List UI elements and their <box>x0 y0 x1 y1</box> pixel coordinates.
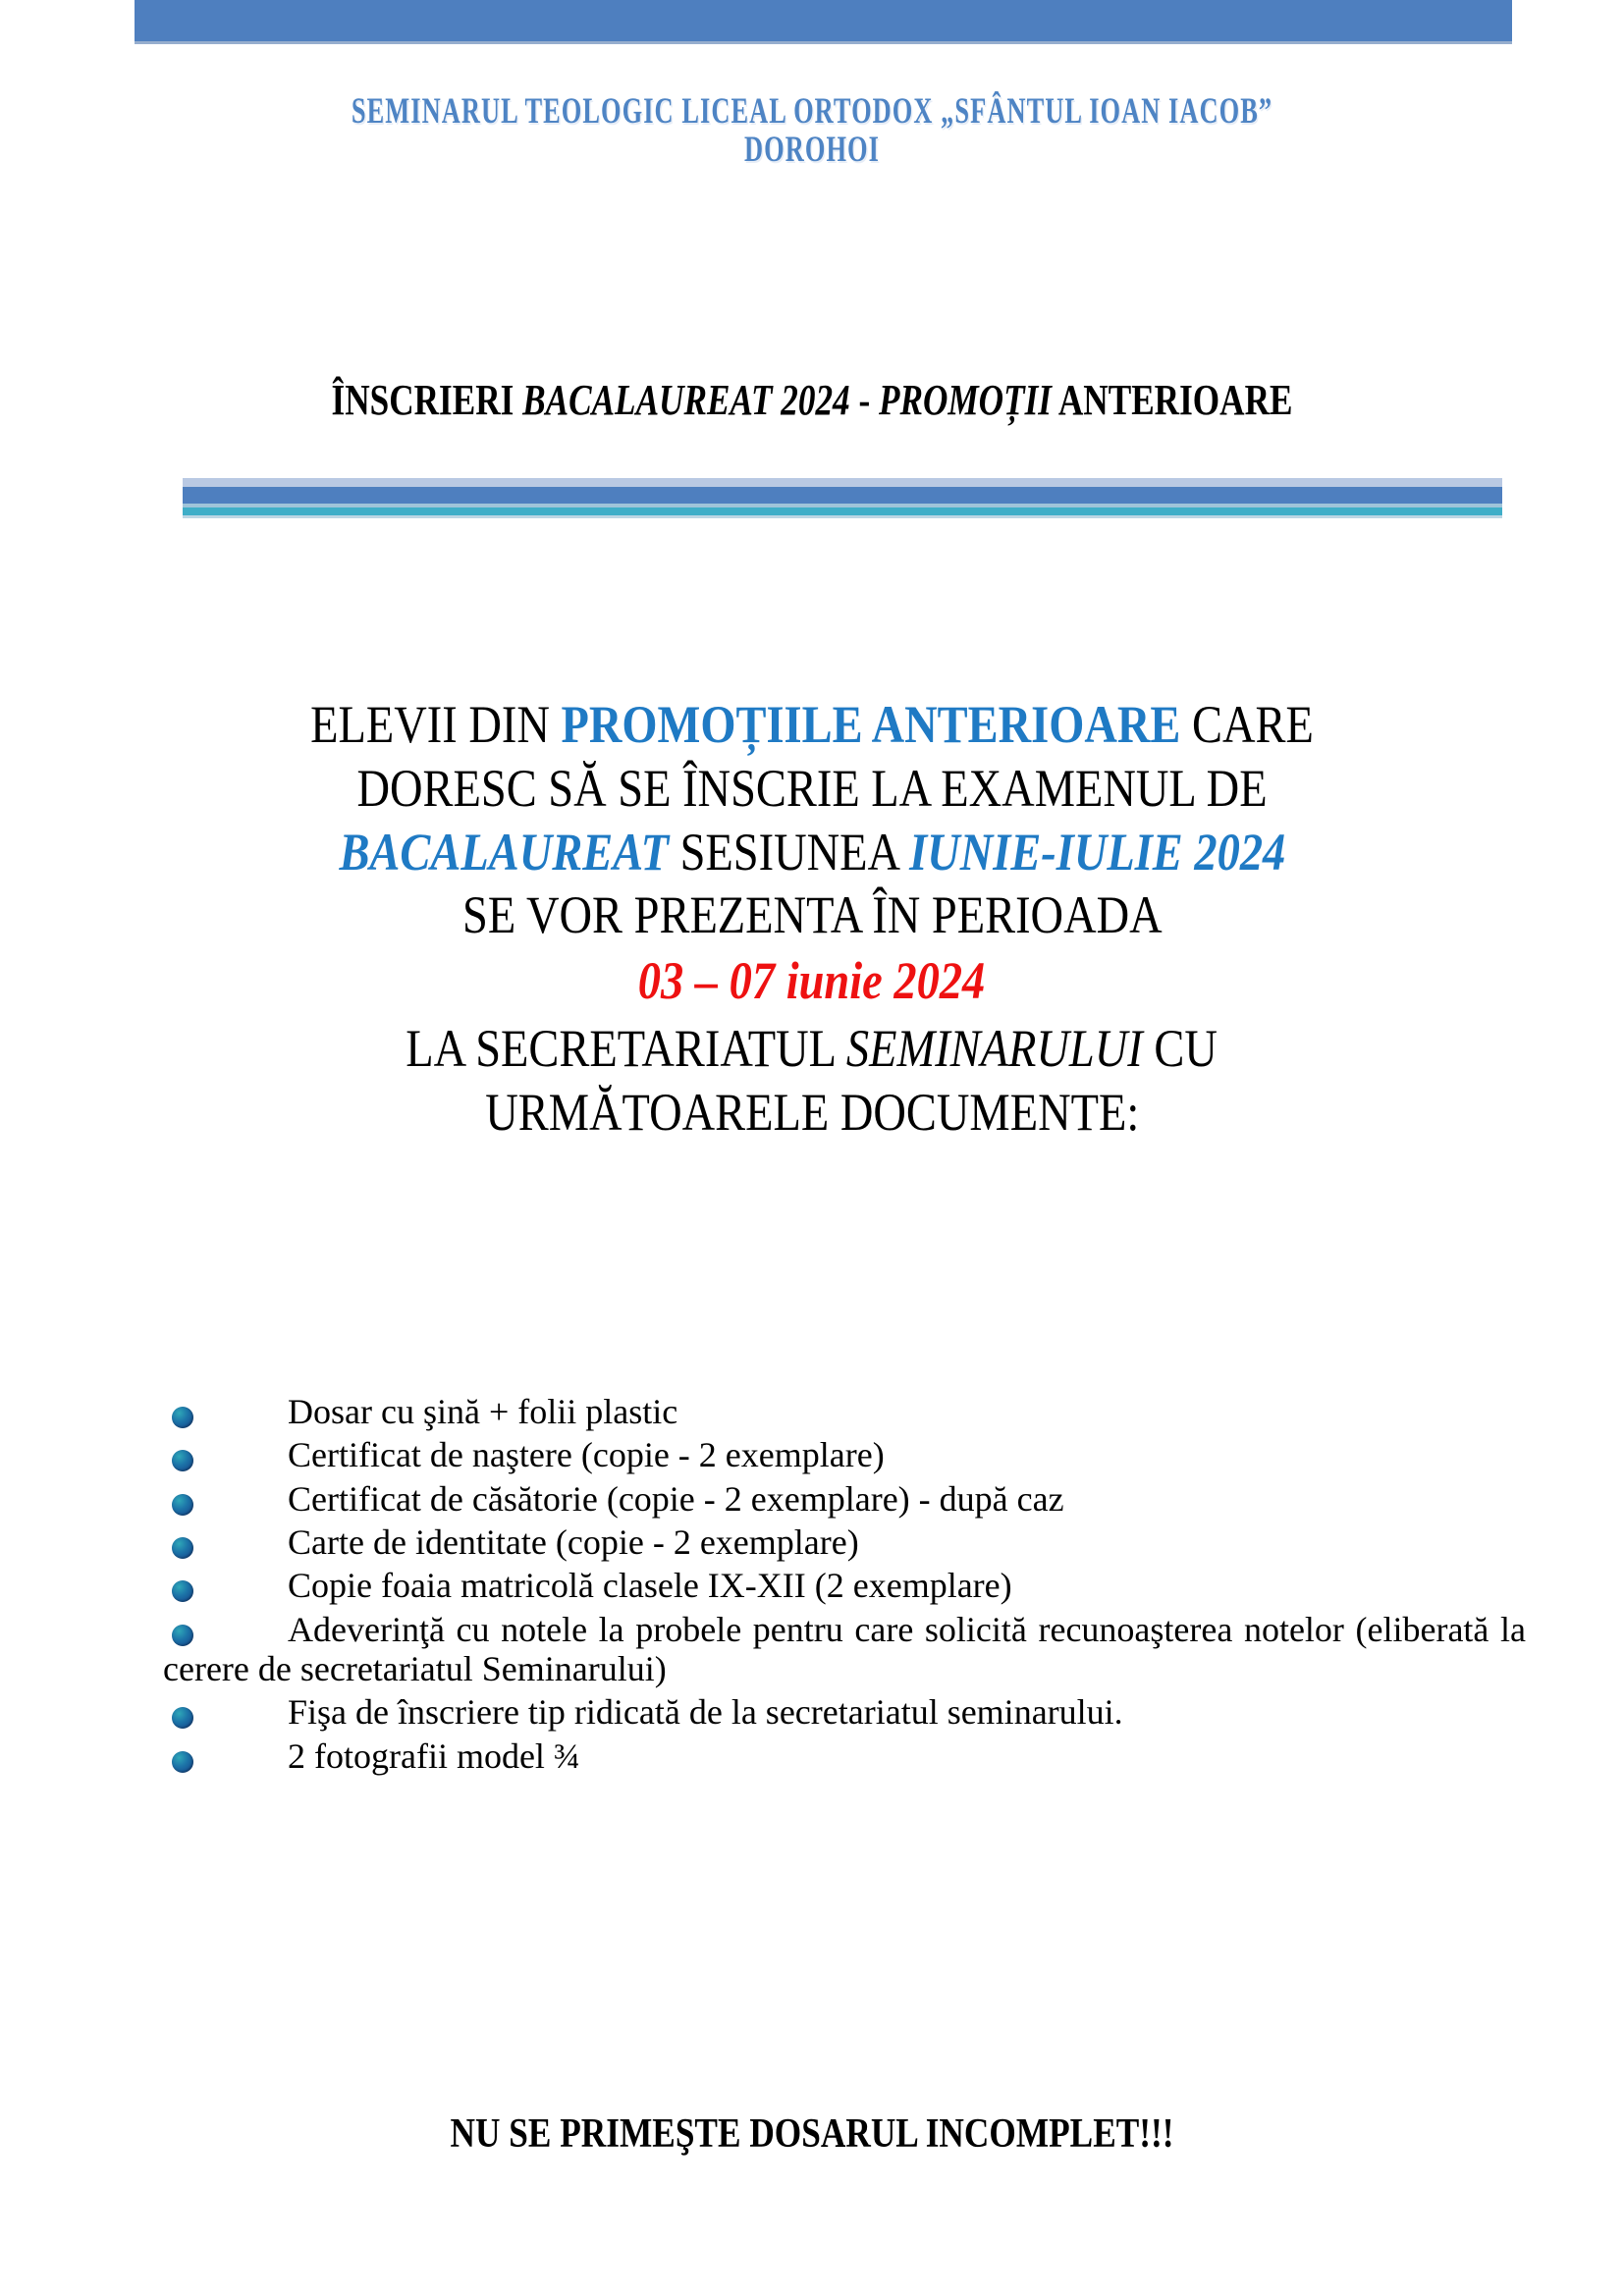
list-item <box>163 1736 1526 1776</box>
statement-line-7-text: URMĂTOARELE DOCUMENTE: <box>484 1082 1140 1142</box>
page-title-part-2: BACALAUREAT 2024 <box>522 376 850 424</box>
page-title-part-4: PROMOȚII <box>878 376 1053 424</box>
registration-period-date-text: 03 – 07 iunie 2024 <box>638 951 986 1011</box>
list-item-label: 2 fotografii model ¾ <box>288 1735 580 1776</box>
statement-line-3-highlight-b: IUNIE-IULIE 2024 <box>908 822 1285 881</box>
page-title-part-1: ÎNSCRIERI <box>331 376 523 424</box>
list-item-label: Fişa de înscriere tip ridicată de la secretariatul seminarului. <box>288 1692 1123 1733</box>
statement-line-3-b: SESIUNEA <box>668 822 909 881</box>
statement-line-6 <box>108 1017 1516 1081</box>
divider-band-light <box>183 478 1502 487</box>
top-decorative-bar <box>135 0 1512 41</box>
list-item-label: Adeverinţă cu notele la probele pentru care solicită recunoaşterea notelor (eliberată la cerere de secretariatul Seminarului) <box>163 1609 1526 1688</box>
list-item-label: Certificat de naştere (copie - 2 exemplare) <box>288 1435 885 1475</box>
page-title-part-3: - <box>849 376 879 424</box>
list-item <box>163 1522 1526 1562</box>
divider-band-teal <box>183 507 1502 515</box>
statement-line-1-c: CARE <box>1180 695 1314 754</box>
required-documents-list <box>163 1392 1526 1780</box>
list-item-label: Carte de identitate (copie - 2 exemplare) <box>288 1522 859 1562</box>
bullet-ball-icon <box>172 1494 193 1516</box>
list-item <box>163 1692 1526 1732</box>
incomplete-file-warning-text: NU SE PRIMEŞTE DOSARUL INCOMPLET!!! <box>450 2111 1174 2157</box>
statement-line-4 <box>108 883 1516 947</box>
school-name-line-2: DOROHOI <box>744 130 880 170</box>
statement-line-1 <box>108 693 1516 757</box>
statement-line-7 <box>108 1081 1516 1145</box>
bullet-ball-icon <box>172 1450 193 1471</box>
bullet-ball-icon <box>172 1707 193 1729</box>
page-title-part-5: ANTERIOARE <box>1052 376 1293 424</box>
school-header <box>0 90 1624 170</box>
list-item <box>163 1479 1526 1519</box>
bullet-ball-icon <box>172 1537 193 1559</box>
divider-bar <box>183 478 1502 518</box>
list-item-label: Dosar cu şină + folii plastic <box>288 1392 678 1431</box>
announcement-statement <box>108 693 1516 1145</box>
statement-line-2-text: DORESC SĂ SE ÎNSCRIE LA EXAMENUL DE <box>356 758 1268 818</box>
school-name-line-1: SEMINARUL TEOLOGIC LICEAL ORTODOX „SFÂNTUL IOAN IACOB” <box>351 91 1273 132</box>
list-item-label: Certificat de căsătorie (copie - 2 exemplare) - după caz <box>288 1478 1064 1519</box>
list-item <box>163 1566 1526 1605</box>
divider-band-pale <box>183 515 1502 518</box>
statement-line-3 <box>108 821 1516 884</box>
divider-band-blue <box>183 487 1502 504</box>
list-item <box>163 1435 1526 1474</box>
bullet-ball-icon <box>172 1407 193 1428</box>
statement-line-6-italic: SEMINARULUI <box>846 1018 1144 1078</box>
statement-line-6-c: CU <box>1143 1018 1218 1078</box>
list-item-label: Copie foaia matricolă clasele IX-XII (2 exemplare) <box>288 1566 1012 1606</box>
statement-line-6-a: LA SECRETARIATUL <box>406 1018 847 1078</box>
registration-period-date <box>108 949 1516 1013</box>
statement-line-1-highlight: PROMOȚIILE ANTERIOARE <box>561 695 1181 754</box>
top-decorative-bar-shadow <box>135 41 1512 44</box>
list-item <box>163 1610 1526 1689</box>
bullet-ball-icon <box>172 1580 193 1602</box>
bullet-ball-icon <box>172 1751 193 1773</box>
statement-line-3-highlight-a: BACALAUREAT <box>339 822 669 881</box>
page-title <box>162 375 1461 425</box>
list-item <box>163 1392 1526 1431</box>
statement-line-1-a: ELEVII DIN <box>310 695 562 754</box>
incomplete-file-warning <box>130 2110 1493 2158</box>
statement-line-4-text: SE VOR PREZENTA ÎN PERIOADA <box>461 885 1163 945</box>
bullet-ball-icon <box>172 1625 193 1646</box>
statement-line-2 <box>108 757 1516 821</box>
